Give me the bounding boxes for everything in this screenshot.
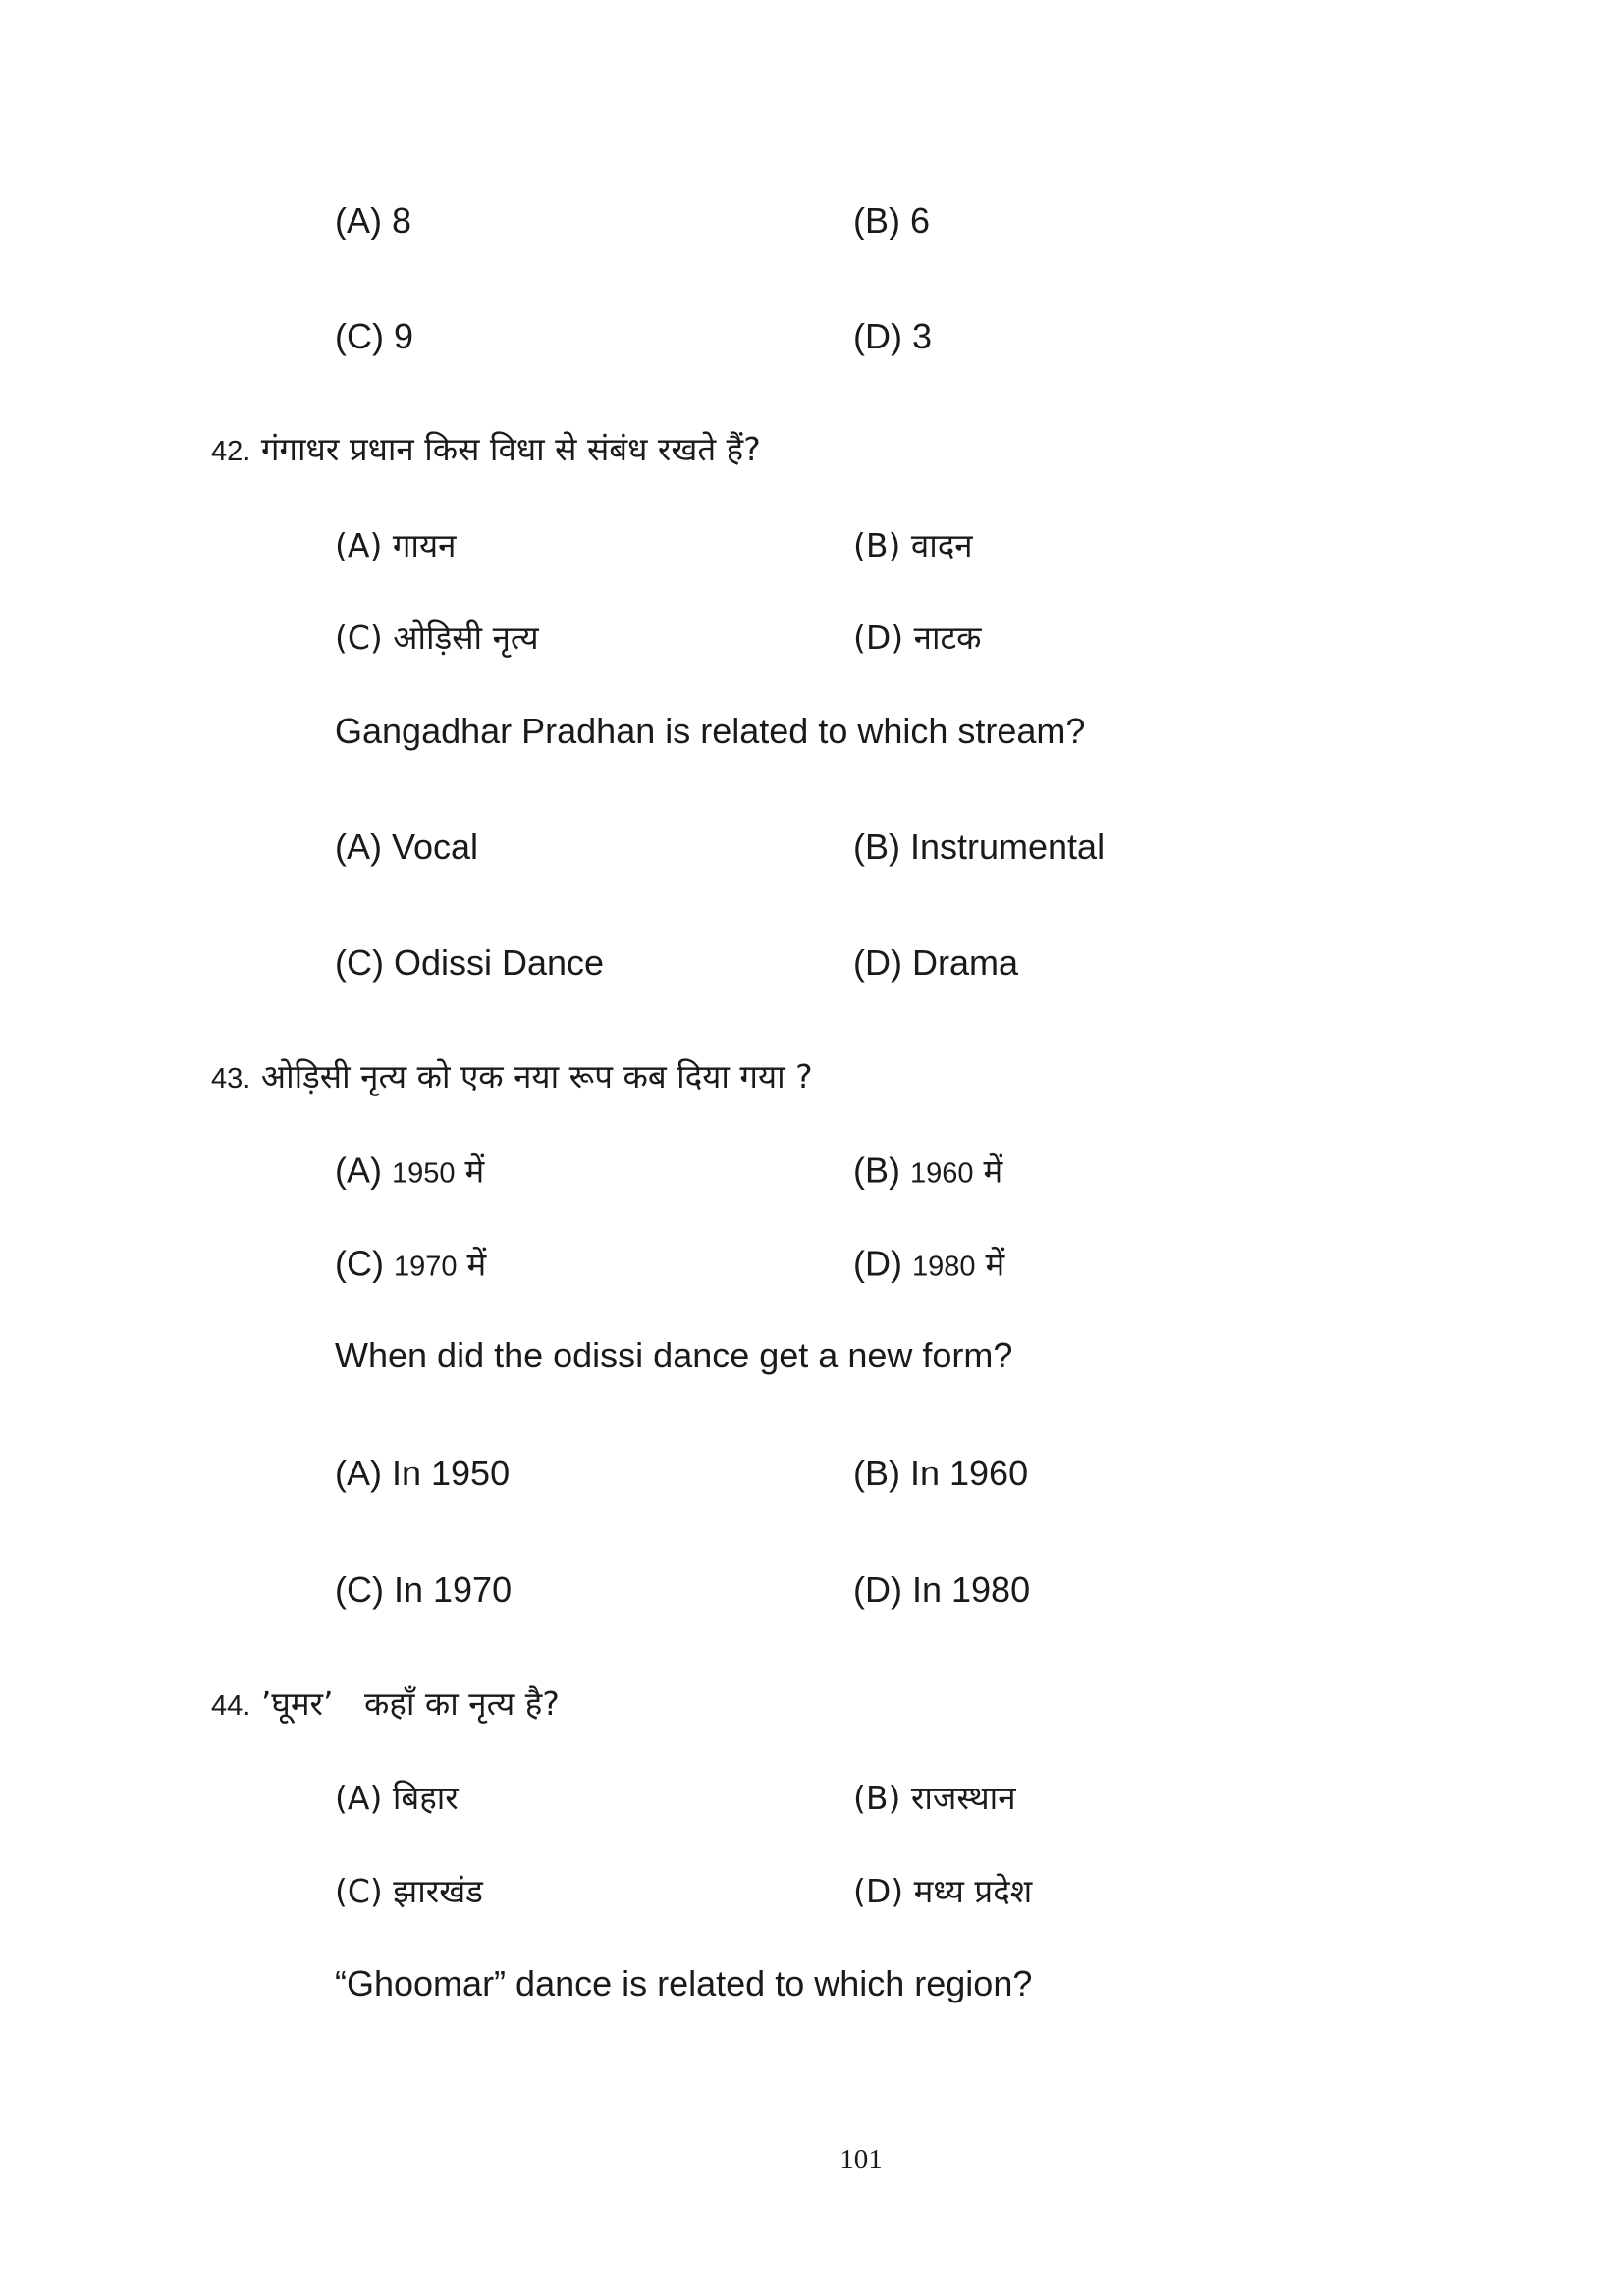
q42-english-option-d: (D) Drama (853, 942, 1018, 983)
q44-number: 44. (211, 1690, 251, 1722)
option-year: 1980 (912, 1251, 976, 1283)
q42-hindi-option-a: (A) गायन (335, 526, 457, 564)
q43-english-option-b: (B) In 1960 (853, 1453, 1029, 1493)
q42-hindi-text: गंगाधर प्रधान किस विधा से संबंध रखते हैं? (260, 430, 761, 468)
q41-option-c: (C) 9 (335, 316, 413, 356)
q42-hindi-option-b: (B) वादन (853, 526, 973, 564)
option-year: 1950 (392, 1157, 456, 1190)
page-number: 101 (839, 2144, 883, 2175)
q41-option-d: (D) 3 (853, 316, 932, 356)
q42-question-hindi (211, 428, 761, 473)
option-label: (C) (335, 1243, 384, 1284)
q42-hindi-option-d: (D) नाटक (853, 618, 982, 657)
q44-hindi-option-b: (B) राजस्थान (853, 1779, 1016, 1817)
q43-question-english: When did the odissi dance get a new form? (335, 1335, 1013, 1375)
option-year: 1970 (394, 1251, 458, 1283)
q44-hindi-text: ’घूमर’ कहाँ का नृत्य है? (260, 1684, 560, 1723)
q43-hindi-option-b (853, 1149, 1002, 1196)
q41-option-a: (A) 8 (335, 200, 412, 240)
option-suffix: में (983, 1151, 1003, 1191)
option-label: (A) (335, 1149, 382, 1191)
q42-number: 42. (211, 436, 251, 467)
q44-hindi-option-d: (D) मध्य प्रदेश (853, 1872, 1033, 1910)
q41-option-b: (B) 6 (853, 200, 931, 240)
q43-hindi-option-c (335, 1243, 486, 1289)
option-suffix: में (466, 1245, 487, 1284)
q44-hindi-option-a: (A) बिहार (335, 1779, 459, 1817)
q44-question-english: “Ghoomar” dance is related to which region? (335, 1963, 1033, 2003)
q42-question-english: Gangadhar Pradhan is related to which stream? (335, 711, 1086, 751)
q43-hindi-option-a (335, 1149, 484, 1196)
q43-english-option-a: (A) In 1950 (335, 1453, 511, 1493)
option-label: (D) (853, 1243, 902, 1284)
option-year: 1960 (910, 1157, 974, 1190)
option-suffix: में (985, 1245, 1005, 1284)
q42-hindi-option-c: (C) ओड़िसी नृत्य (335, 618, 539, 657)
option-suffix: में (464, 1151, 485, 1191)
q44-question-hindi (211, 1682, 560, 1728)
q43-question-hindi (211, 1055, 813, 1100)
q43-english-option-c: (C) In 1970 (335, 1570, 513, 1610)
q42-english-option-b: (B) Instrumental (853, 827, 1106, 867)
q43-hindi-text: ओड़िसी नृत्य को एक नया रूप कब दिया गया ? (260, 1057, 813, 1095)
option-label: (B) (853, 1149, 900, 1191)
q43-number: 43. (211, 1063, 251, 1095)
q44-hindi-option-c: (C) झारखंड (335, 1872, 483, 1910)
q43-hindi-option-d (853, 1243, 1004, 1289)
q43-english-option-d: (D) In 1980 (853, 1570, 1031, 1610)
q42-english-option-a: (A) Vocal (335, 827, 479, 867)
q42-english-option-c: (C) Odissi Dance (335, 942, 605, 983)
